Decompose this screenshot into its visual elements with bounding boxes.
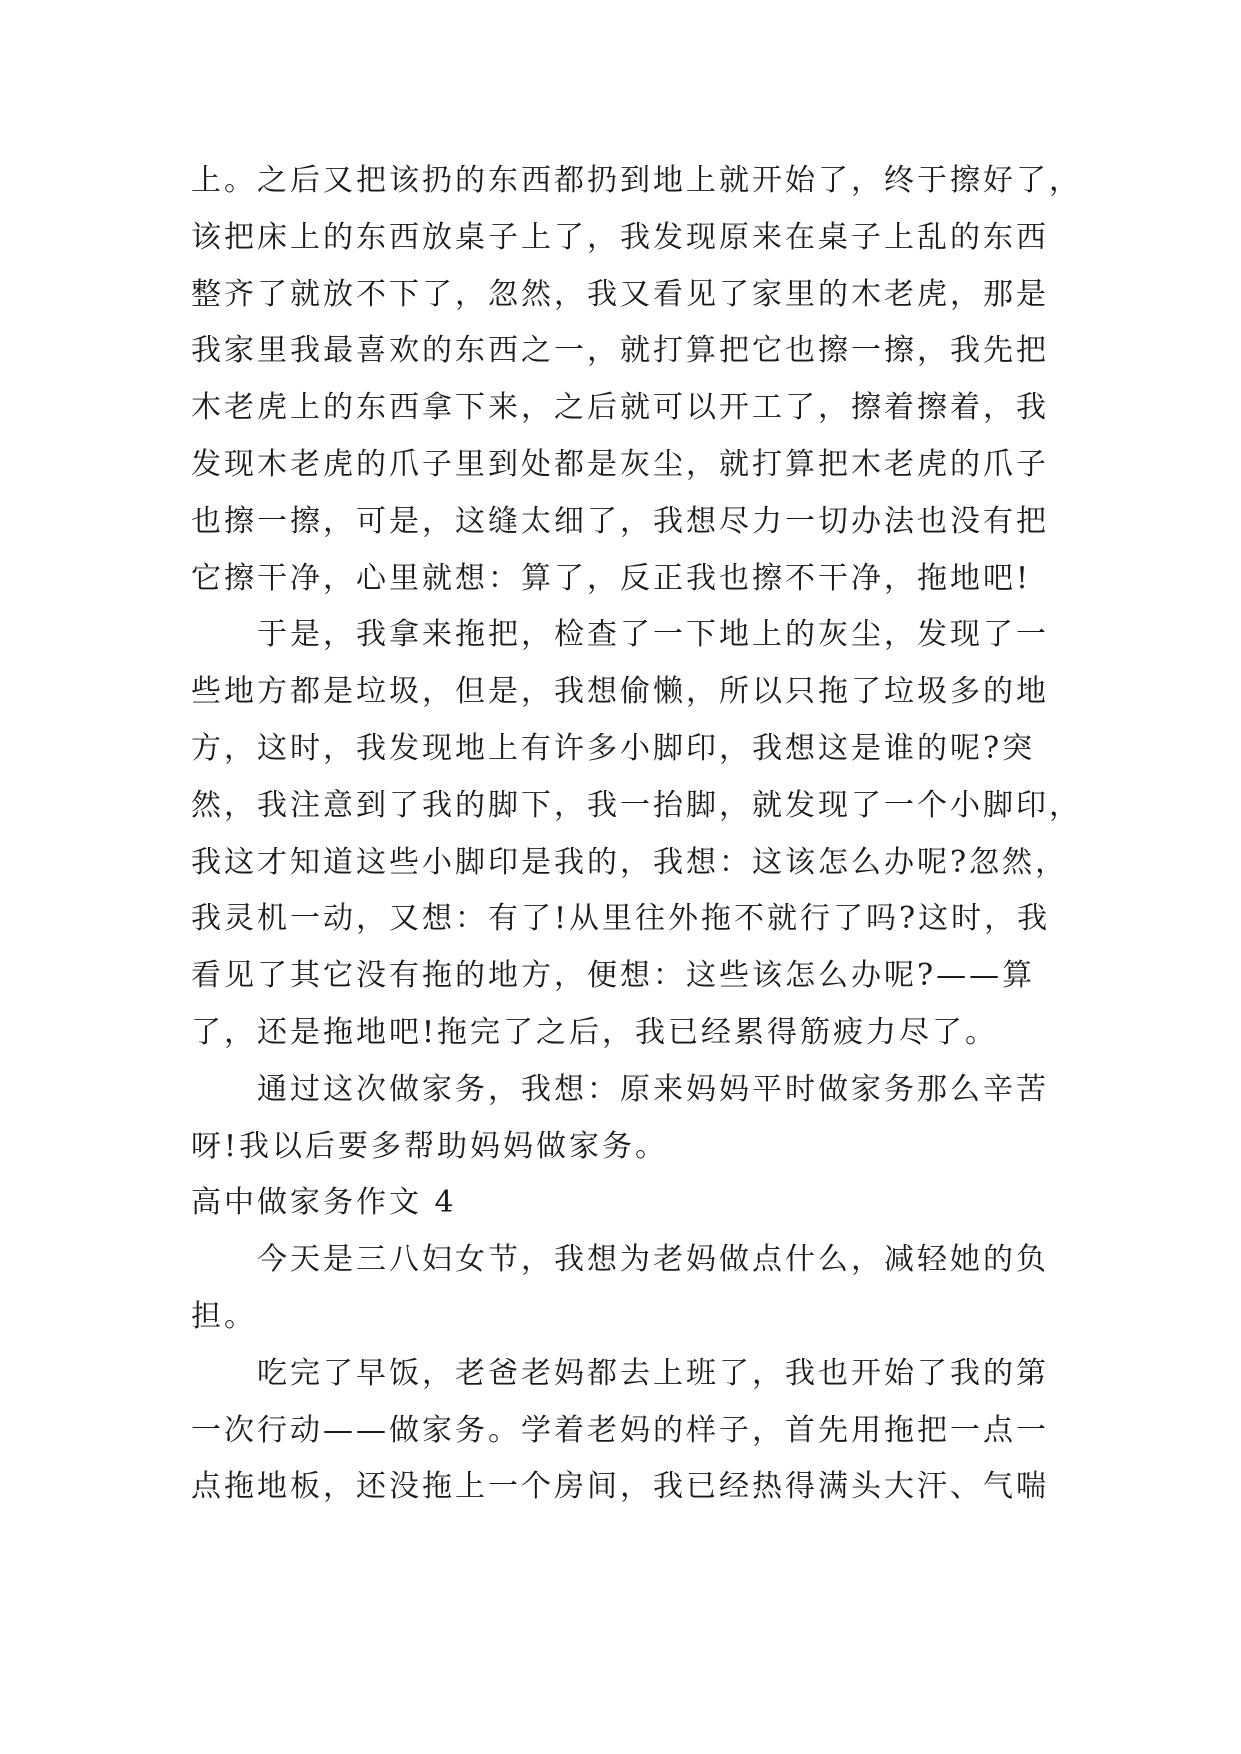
text-line: 上。之后又把该扔的东西都扔到地上就开始了，终于擦好了，	[191, 163, 1082, 198]
text-line: 也擦一擦，可是，这缝太细了，我想尽力一切办法也没有把	[191, 503, 1049, 539]
text-line: 木老虎上的东西拿下来，之后就可以开工了，擦着擦着，我	[191, 390, 1049, 426]
text-line: 担。	[191, 1298, 257, 1334]
text-line: 然，我注意到了我的脚下，我一抬脚，就发现了一个小脚印，	[191, 787, 1082, 823]
text-line: 该把床上的东西放桌子上了，我发现原来在桌子上乱的东西	[191, 219, 1049, 255]
text-line: 方，这时，我发现地上有许多小脚印，我想这是谁的呢?突	[191, 730, 1036, 766]
text-line: 我家里我最喜欢的东西之一，就打算把它也擦一擦，我先把	[191, 333, 1049, 369]
text-line: 今天是三八妇女节，我想为老妈做点什么，减轻她的负	[191, 1242, 1049, 1278]
text-line: 于是，我拿来拖把，检查了一下地上的灰尘，发现了一	[191, 617, 1049, 653]
document-body	[191, 153, 1082, 1516]
text-line: 呀!我以后要多帮助妈妈做家务。	[191, 1128, 669, 1164]
text-line: 一次行动——做家务。学着老妈的样子，首先用拖把一点一	[191, 1412, 1049, 1448]
text-line: 吃完了早饭，老爸老妈都去上班了，我也开始了我的第	[191, 1355, 1049, 1391]
text-line: 我灵机一动，又想：有了!从里往外拖不就行了吗?这时，我	[191, 901, 1051, 937]
text-line: 点拖地板，还没拖上一个房间，我已经热得满头大汗、气喘	[191, 1469, 1049, 1505]
text-line: 我这才知道这些小脚印是我的，我想：这该怎么办呢?忽然，	[191, 844, 1069, 880]
text-line: 了，还是拖地吧!拖完了之后，我已经累得筋疲力尽了。	[191, 1014, 999, 1050]
text-line: 看见了其它没有拖的地方，便想：这些该怎么办呢?——算	[191, 958, 1036, 994]
text-line: 通过这次做家务，我想：原来妈妈平时做家务那么辛苦	[191, 1071, 1049, 1107]
text-line: 发现木老虎的爪子里到处都是灰尘，就打算把木老虎的爪子	[191, 446, 1049, 482]
section-heading: 高中做家务作文 4	[191, 1185, 457, 1221]
text-line: 整齐了就放不下了，忽然，我又看见了家里的木老虎，那是	[191, 276, 1049, 312]
text-line: 些地方都是垃圾，但是，我想偷懒，所以只拖了垃圾多的地	[191, 674, 1049, 710]
text-line: 它擦干净，心里就想：算了，反正我也擦不干净，拖地吧!	[191, 560, 1032, 596]
